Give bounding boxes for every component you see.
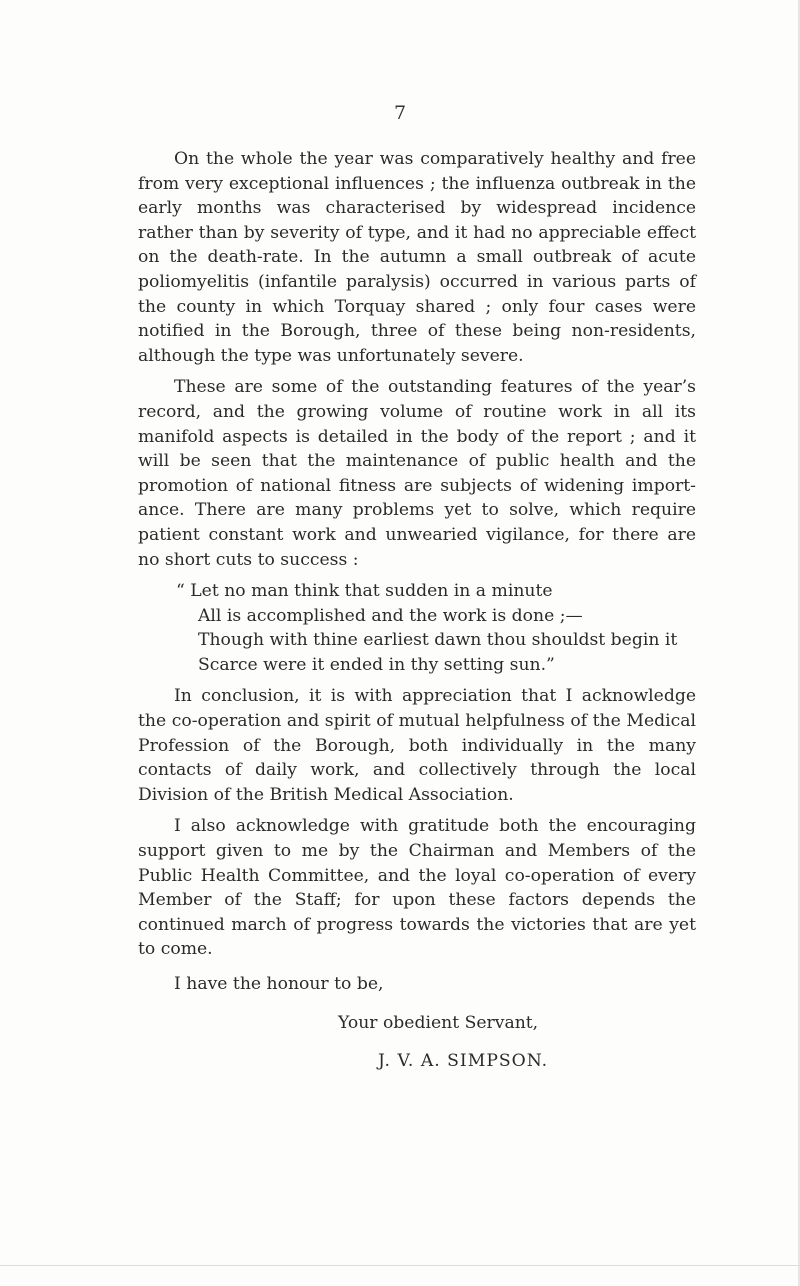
quote-line: Scarce were it ended in thy setting sun.” xyxy=(198,654,555,675)
closing-servant-line: Your obedient Servant, xyxy=(338,1012,539,1033)
closing-honour-line: I have the honour to be, xyxy=(174,974,384,994)
quote-line: All is accomplished and the work is done ;— xyxy=(198,605,583,626)
page-number: 7 xyxy=(393,102,407,124)
scan-bottom-divider xyxy=(0,1265,800,1266)
quote-line: “ Let no man think that sudden in a minute xyxy=(176,581,553,602)
letter-closing xyxy=(138,972,696,1074)
paragraph-health-year: On the whole the year was comparatively healthy and free from very exceptional influences ; the influenza outbreak in the early months was characterised by widespread incidence rather than by severity of type, and it had no appreciable effect on the death-rate. In the autumn a small outbreak of acute poliomyelitis (infantile paralysis) occurred in various parts of the county in which Torquay shared ; only four cases were notified in the Borough, three of these being non-residents, although the type was unfortunately severe. xyxy=(138,149,696,366)
letter-body xyxy=(138,147,696,1074)
quote-line: Though with thine earliest dawn thou shouldst begin it xyxy=(198,630,678,651)
signature-name: J. V. A. SIMPSON. xyxy=(378,1051,549,1072)
paragraph-acknowledgement: I also acknowledge with gratitude both the encouraging support given to me by the Chairman and Members of the Public Health Committee, and the loyal co-operation of every Member of the Staff; for upon these factors depends the continued march of progress towards the victories that are yet to come. xyxy=(138,816,696,960)
paragraph-outstanding-features: These are some of the outstanding features of the year’s record, and the growing volume of routine work in all its manifold aspects is detailed in the body of the report ; and it will be seen that the maintenance of public health and the promotion of national fitness are subjects of widening import-ance. There are many problems yet to solve, which require patient constant work and unwearied vigilance, for there are no short cuts to success : xyxy=(138,377,696,570)
paragraph-conclusion: In conclusion, it is with appreciation that I acknowledge the co-operation and spirit of mutual helpfulness of the Medical Profession of the Borough, both individually in the many contacts of daily work, and collectively through the local Division of the British Medical Association. xyxy=(138,686,696,805)
poem-quote xyxy=(138,579,696,677)
